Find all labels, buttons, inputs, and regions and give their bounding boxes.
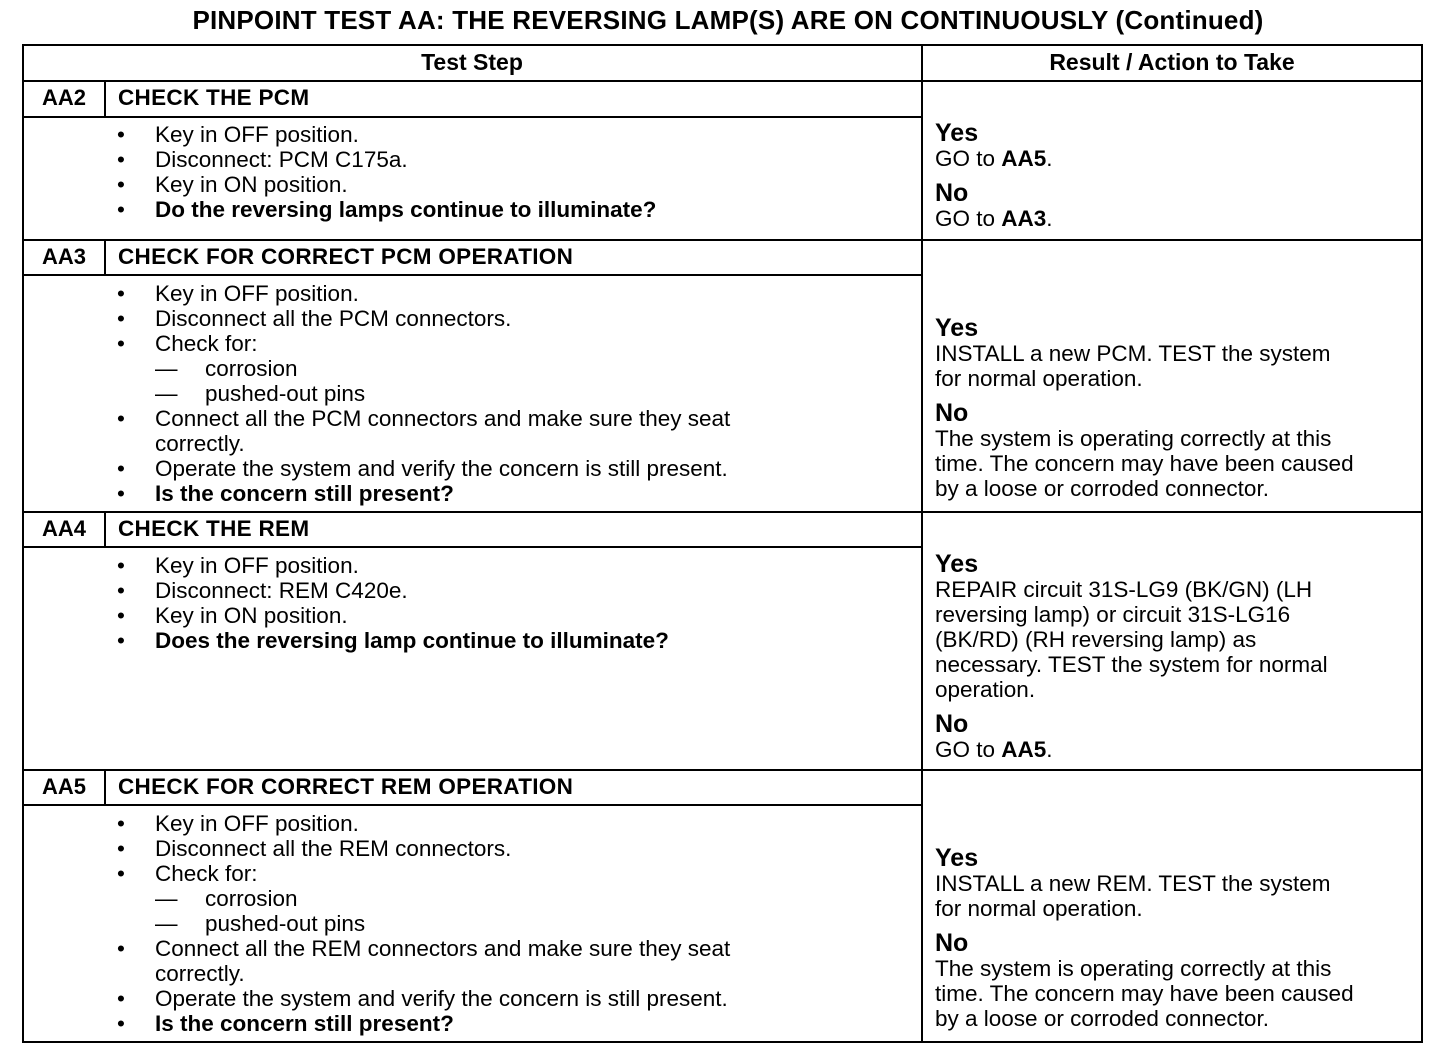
result-line: by a loose or corroded connector. [935, 1006, 1269, 1031]
result-line: by a loose or corroded connector. [935, 476, 1269, 501]
bullet-icon: • [117, 811, 125, 836]
step-text: Disconnect all the PCM connectors. [155, 306, 512, 331]
result-block [935, 845, 1354, 1031]
result-line: operation. [935, 677, 1036, 702]
no-action [935, 956, 1354, 1031]
step-text: Operate the system and verify the concern is still present. [155, 456, 728, 481]
bullet-icon: • [117, 861, 125, 886]
bullet-item [0, 861, 730, 886]
step-text: Key in OFF position. [155, 553, 359, 578]
no-label: No [935, 399, 969, 427]
no-label: No [935, 929, 969, 957]
result-line: time. The concern may have been caused [935, 981, 1354, 1006]
step-title-underline [22, 546, 923, 548]
step-text: corrosion [205, 886, 298, 911]
sub-item [0, 911, 730, 936]
bullet-icon: • [117, 578, 125, 603]
step-text: Disconnect: PCM C175a. [155, 147, 408, 172]
yes-label: Yes [935, 550, 979, 578]
no-action: GO to AA3. [935, 206, 1053, 231]
step-text: Do the reversing lamps continue to illuminate? [155, 197, 657, 222]
step-text: Is the concern still present? [155, 1011, 454, 1036]
table-bottom-border [22, 1041, 1423, 1043]
dash-icon: — [155, 356, 178, 381]
bullet-icon: • [117, 481, 125, 506]
step-text: corrosion [205, 356, 298, 381]
dash-icon: — [155, 381, 178, 406]
step-code: AA5 [41, 774, 86, 799]
step-text: Key in OFF position. [155, 122, 359, 147]
result-line: INSTALL a new REM. TEST the system [935, 871, 1331, 896]
step-text: Check for: [155, 861, 258, 886]
bullet-item [0, 553, 669, 578]
bullet-item [0, 331, 730, 356]
code-divider [104, 239, 106, 276]
bullet-item [0, 603, 669, 628]
step-text: Is the concern still present? [155, 481, 454, 506]
bullet-icon: • [117, 936, 125, 961]
step-text: Key in ON position. [155, 172, 348, 197]
result-line: time. The concern may have been caused [935, 451, 1354, 476]
header-test-step: Test Step [421, 49, 523, 75]
yes-label: Yes [935, 119, 979, 147]
yes-label: Yes [935, 314, 979, 342]
step-text: Does the reversing lamp continue to illuminate? [155, 628, 669, 653]
step-code: AA4 [41, 516, 86, 541]
code-divider [104, 511, 106, 548]
bullet-item [0, 811, 730, 836]
code-divider [104, 80, 106, 117]
dash-icon: — [155, 886, 178, 911]
bullet-icon: • [117, 406, 125, 431]
bullet-continuation [0, 961, 730, 986]
result-line: for normal operation. [935, 896, 1143, 921]
step-title: CHECK THE REM [118, 516, 310, 541]
header-result: Result / Action to Take [1049, 49, 1295, 75]
bullet-item [0, 197, 656, 222]
yes-label: Yes [935, 844, 979, 872]
bullet-item [0, 481, 730, 506]
yes-action [935, 871, 1354, 921]
bullet-item [0, 406, 730, 431]
sub-item [0, 356, 730, 381]
bullet-item [0, 147, 656, 172]
table-top-border [22, 44, 1423, 46]
bullet-item [0, 1011, 730, 1036]
step-list [0, 553, 669, 653]
result-line: reversing lamp) or circuit 31S-LG16 [935, 602, 1291, 627]
result-line: REPAIR circuit 31S-LG9 (BK/GN) (LH [935, 577, 1313, 602]
code-divider [104, 769, 106, 806]
bullet-icon: • [117, 986, 125, 1011]
bullet-icon: • [117, 1011, 125, 1036]
bullet-item [0, 456, 730, 481]
step-title-underline [22, 116, 923, 118]
no-action: GO to AA5. [935, 737, 1053, 762]
bullet-item [0, 281, 730, 306]
bullet-icon: • [117, 553, 125, 578]
yes-action: GO to AA5. [935, 146, 1053, 171]
result-block [935, 551, 1328, 762]
yes-action [935, 577, 1328, 702]
bullet-icon: • [117, 172, 125, 197]
bullet-icon: • [117, 197, 125, 222]
bullet-item [0, 306, 730, 331]
step-code: AA2 [41, 85, 86, 110]
step-list [0, 281, 730, 506]
result-line: necessary. TEST the system for normal [935, 652, 1328, 677]
row-separator [22, 511, 1423, 513]
step-text: Operate the system and verify the concern is still present. [155, 986, 728, 1011]
step-text: pushed-out pins [205, 911, 366, 936]
bullet-item [0, 986, 730, 1011]
result-line: INSTALL a new PCM. TEST the system [935, 341, 1331, 366]
no-action [935, 426, 1354, 501]
step-list [0, 122, 656, 222]
bullet-item [0, 836, 730, 861]
bullet-item [0, 122, 656, 147]
bullet-icon: • [117, 331, 125, 356]
bullet-icon: • [117, 281, 125, 306]
result-line: The system is operating correctly at this [935, 426, 1332, 451]
sub-item [0, 381, 730, 406]
step-title-underline [22, 274, 923, 276]
bullet-item [0, 936, 730, 961]
header-bottom-border [22, 80, 1423, 82]
bullet-icon: • [117, 456, 125, 481]
bullet-icon: • [117, 147, 125, 172]
step-code: AA3 [41, 244, 86, 269]
sub-item [0, 886, 730, 911]
step-text: Check for: [155, 331, 258, 356]
page-title: PINPOINT TEST AA: THE REVERSING LAMP(S) ARE ON CONTINUOUSLY (Continued) [192, 5, 1264, 35]
result-block [935, 120, 1053, 231]
no-label: No [935, 179, 969, 207]
step-title: CHECK FOR CORRECT PCM OPERATION [118, 244, 574, 269]
column-divider [921, 44, 923, 1043]
bullet-icon: • [117, 628, 125, 653]
step-title-underline [22, 804, 923, 806]
step-text: Disconnect all the REM connectors. [155, 836, 512, 861]
result-line: (BK/RD) (RH reversing lamp) as [935, 627, 1257, 652]
yes-action [935, 341, 1354, 391]
step-title: CHECK FOR CORRECT REM OPERATION [118, 774, 574, 799]
step-text: Disconnect: REM C420e. [155, 578, 408, 603]
row-separator [22, 239, 1423, 241]
bullet-item [0, 578, 669, 603]
result-line: for normal operation. [935, 366, 1143, 391]
result-line: The system is operating correctly at this [935, 956, 1332, 981]
step-text: pushed-out pins [205, 381, 366, 406]
dash-icon: — [155, 911, 178, 936]
bullet-item [0, 172, 656, 197]
step-list [0, 811, 730, 1036]
bullet-icon: • [117, 122, 125, 147]
step-text: Connect all the PCM connectors and make sure they seat [155, 406, 731, 431]
table-right-border [1421, 44, 1423, 1043]
row-separator [22, 769, 1423, 771]
step-text: correctly. [155, 431, 245, 456]
result-block [935, 315, 1354, 501]
step-text: Key in ON position. [155, 603, 348, 628]
bullet-icon: • [117, 306, 125, 331]
step-text: correctly. [155, 961, 245, 986]
no-label: No [935, 710, 969, 738]
bullet-item [0, 628, 669, 653]
step-text: Connect all the REM connectors and make sure they seat [155, 936, 731, 961]
bullet-icon: • [117, 603, 125, 628]
bullet-icon: • [117, 836, 125, 861]
step-title: CHECK THE PCM [118, 85, 310, 110]
step-text: Key in OFF position. [155, 811, 359, 836]
bullet-continuation [0, 431, 730, 456]
step-text: Key in OFF position. [155, 281, 359, 306]
